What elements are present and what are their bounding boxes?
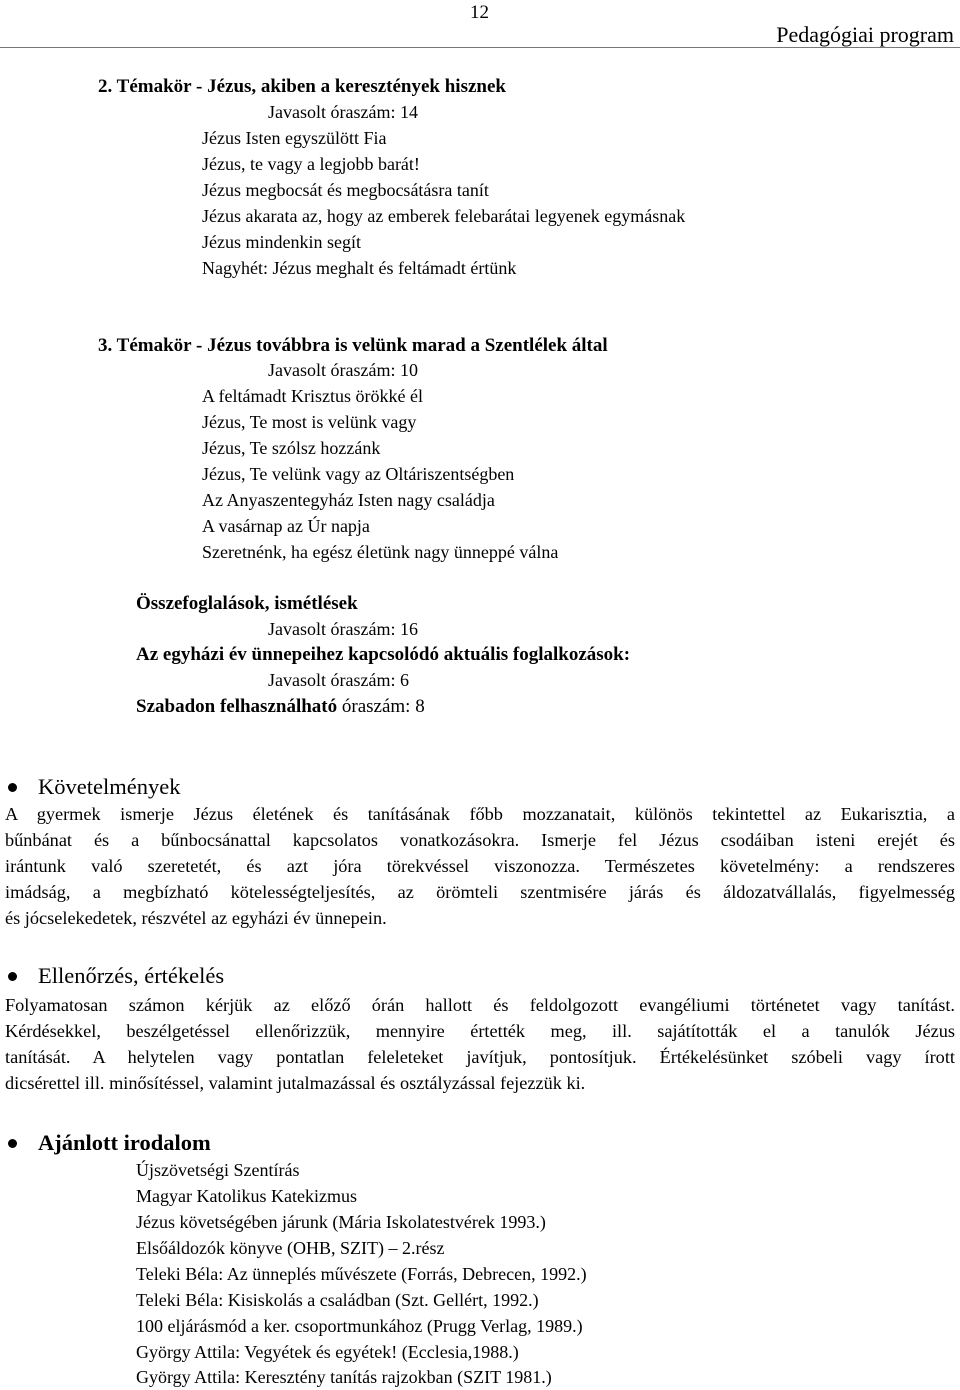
- theme3-item: Szeretnénk, ha egész életünk nagy ünneppé válna: [202, 542, 559, 562]
- theme3-item: Jézus, Te most is velünk vagy: [202, 412, 417, 432]
- requirements-heading: Követelmények: [38, 774, 181, 799]
- theme2-item: Nagyhét: Jézus meghalt és feltámadt értünk: [202, 258, 517, 278]
- assessment-line: Kérdésekkel, beszélgetéssel ellenőrizzük, mennyire értették meg, ill. sajátították el a tanulók Jézus: [5, 1021, 955, 1041]
- theme3-item: A vasárnap az Úr napja: [202, 516, 370, 536]
- theme3-item: Az Anyaszentegyház Isten nagy családja: [202, 490, 495, 510]
- free-hours-value: óraszám: 8: [337, 696, 425, 717]
- literature-item: Teleki Béla: Kisiskolás a családban (Szt. Gellért, 1992.): [136, 1290, 539, 1310]
- document-title: Pedagógiai program: [776, 22, 954, 47]
- requirements-line: imádság, a megbízható kötelességteljesítés, az örömteli szentmisére járás és áldozatvállalás, figyelmesség: [5, 882, 955, 902]
- requirements-line: bűnbánat és a bűnbocsánattal kapcsolatos vonatkozásokra. Ismerje fel Jézus csodáiban isteni erejét és: [5, 830, 955, 850]
- requirements-line: irántunk való szeretetét, és azt jóra törekvéssel viszonozza. Természetes követelmény: a rendszeres: [5, 856, 955, 876]
- requirements-line: és jócselekedetek, részvétel az egyházi év ünnepein.: [5, 908, 387, 928]
- theme3-item: Jézus, Te szólsz hozzánk: [202, 438, 381, 458]
- bullet-icon: [8, 1139, 17, 1148]
- theme2-item: Jézus, te vagy a legjobb barát!: [202, 154, 420, 174]
- theme3-item: Jézus, Te velünk vagy az Oltáriszentségben: [202, 464, 515, 484]
- literature-heading: Ajánlott irodalom: [38, 1130, 211, 1155]
- literature-item: György Attila: Keresztény tanítás rajzokban (SZIT 1981.): [136, 1367, 552, 1387]
- assessment-line: tanítását. A helytelen vagy pontatlan feleleteket javítjuk, pontosítjuk. Értékelésünket szóbeli vagy írott: [5, 1047, 955, 1067]
- requirements-text: [5, 801, 955, 931]
- literature-item: 100 eljárásmód a ker. csoportmunkához (Prugg Verlag, 1989.): [136, 1316, 583, 1336]
- literature-item: Újszövetségi Szentírás: [136, 1160, 300, 1180]
- review-title: Összefoglalások, ismétlések: [136, 593, 358, 614]
- literature-item: György Attila: Vegyétek és egyétek! (Ecclesia,1988.): [136, 1342, 519, 1362]
- assessment-line: dicsérettel ill. minősítéssel, valamint jutalmazással és osztályzással fejezzük ki.: [5, 1073, 586, 1093]
- free-hours-label: Szabadon felhasználható: [136, 696, 338, 717]
- theme3-title: 3. Témakör - Jézus továbbra is velünk marad a Szentlélek által: [98, 335, 608, 356]
- bullet-icon: [8, 972, 17, 981]
- church-year-title: Az egyházi év ünnepeihez kapcsolódó aktuális foglalkozások:: [136, 644, 631, 665]
- theme2-title: 2. Témakör - Jézus, akiben a keresztények hisznek: [98, 76, 506, 97]
- theme2-hours: Javasolt óraszám: 14: [268, 102, 418, 122]
- literature-item: Jézus követségében járunk (Mária Iskolatestvérek 1993.): [136, 1212, 546, 1232]
- page-number: 12: [470, 2, 489, 23]
- assessment-heading: Ellenőrzés, értékelés: [38, 963, 225, 988]
- literature-item: Teleki Béla: Az ünneplés művészete (Forrás, Debrecen, 1992.): [136, 1264, 587, 1284]
- theme3-hours: Javasolt óraszám: 10: [268, 360, 418, 380]
- free-hours-line: [136, 694, 425, 720]
- requirements-line: A gyermek ismerje Jézus életének és tanításának főbb mozzanatait, különös tekintettel az Eukarisztia, a: [5, 804, 955, 824]
- theme2-item: Jézus Isten egyszülött Fia: [202, 128, 387, 148]
- theme3-item: A feltámadt Krisztus örökké él: [202, 386, 423, 406]
- bullet-icon: [8, 783, 17, 792]
- theme2-item: Jézus mindenkin segít: [202, 232, 361, 252]
- header-rule: [0, 47, 960, 48]
- church-year-hours: Javasolt óraszám: 6: [268, 670, 409, 690]
- literature-item: Elsőáldozók könyve (OHB, SZIT) – 2.rész: [136, 1238, 445, 1258]
- assessment-line: Folyamatosan számon kérjük az előző órán hallott és feldolgozott evangéliumi történetet vagy tanítást.: [5, 995, 955, 1015]
- theme2-item: Jézus akarata az, hogy az emberek felebarátai legyenek egymásnak: [202, 206, 686, 226]
- theme2-item: Jézus megbocsát és megbocsátásra tanít: [202, 180, 489, 200]
- literature-item: Magyar Katolikus Katekizmus: [136, 1186, 357, 1206]
- review-hours: Javasolt óraszám: 16: [268, 619, 418, 639]
- assessment-text: [5, 992, 955, 1096]
